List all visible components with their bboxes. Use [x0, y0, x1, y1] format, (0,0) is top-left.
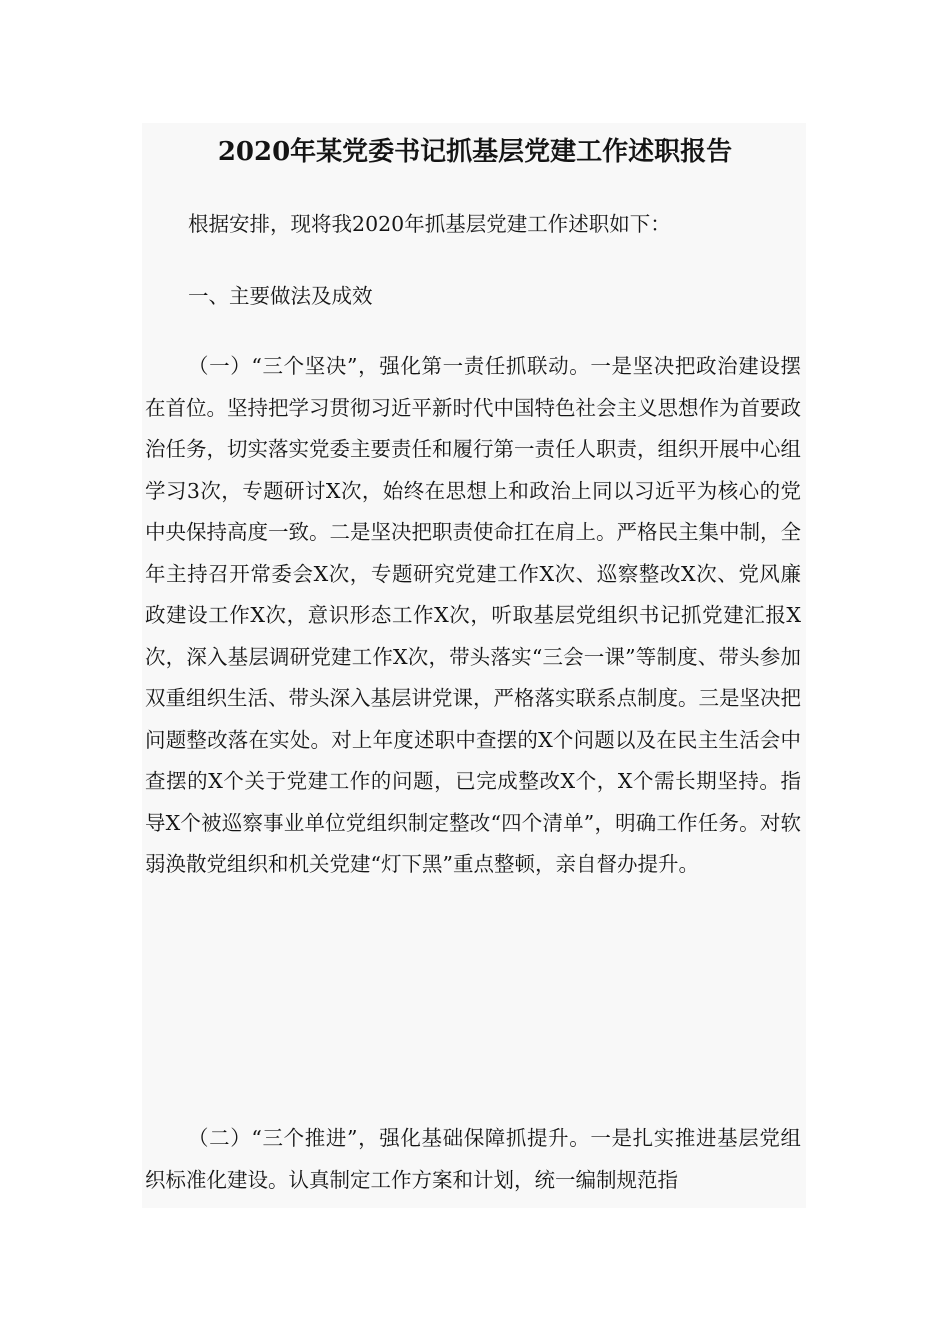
body-paragraph: （一）“三个坚决”，强化第一责任抓联动。一是坚决把政治建设摆在首位。坚持把学习贯彻习近平新时代中国特色社会主义思想作为首要政治任务，切实落实党委主要责任和履行第一责任人职责，组织开展中心组学习3次，专题研讨X次，始终在思想上和政治上同以习近平为核心的党中央保持高度一致。二是坚决把职责使命扛在肩上。严格民主集中制，全年主持召开常委会X次，专题研究党建工作X次、巡察整改X次、党风廉政建设工作X次，意识形态工作X次，听取基层党组织书记抓党建汇报X次，深入基层调研党建工作X次，带头落实“三会一课”等制度、带头参加双重组织生活、带头深入基层讲党课，严格落实联系点制度。三是坚决把问题整改落在实处。对上年度述职中查摆的X个问题以及在民主生活会中查摆的X个关于党建工作的问题，已完成整改X个，X个需长期坚持。指导X个被巡察事业单位党组织制定整改“四个清单”，明确工作任务。对软弱涣散党组织和机关党建“灯下黑”重点整顿，亲自督办提升。 [145, 354, 801, 876]
document-title: 2020年某党委书记抓基层党建工作述职报告 [217, 137, 733, 167]
body-paragraph: （二）“三个推进”，强化基础保障抓提升。一是扎实推进基层党组织标准化建设。认真制定工作方案和计划，统一编制规范指 [145, 1126, 801, 1192]
section-heading: 一、主要做法及成效 [188, 284, 373, 308]
intro-paragraph: 根据安排，现将我2020年抓基层党建工作述职如下： [188, 212, 671, 236]
